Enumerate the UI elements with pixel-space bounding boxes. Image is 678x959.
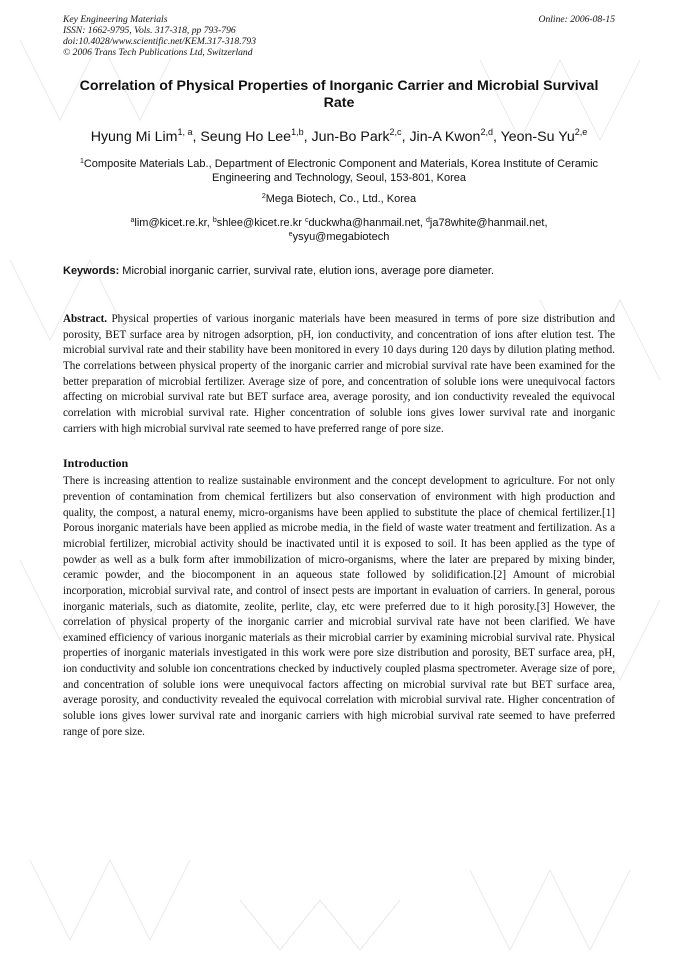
abstract [63, 312, 615, 437]
email: $^c$duckwha@hanmail.net, [304, 217, 427, 229]
email: $^d$ja78white@hanmail.net, [426, 217, 548, 229]
author: Jun-Bo Park$^{2,c}$, [311, 127, 410, 145]
journal-header [63, 14, 615, 58]
abstract-label: Abstract. [63, 313, 108, 325]
copyright-line: © 2006 Trans Tech Publications Ltd, Switzerland [63, 47, 253, 58]
issn-line: ISSN: 1662-9795, Vols. 317-318, pp 793-796 [63, 25, 236, 36]
keywords-label: Keywords: [63, 265, 120, 277]
introduction-text: There is increasing attention to realize sustainable environment and the concept development to agriculture. For not only prevention of contamination from chemical fertilizers but also conservation of environment with high production and quality, the compost, a natural enemy, micro-organisms have been applied to substitute the place of chemical fertilizer.[1] Porous inorganic materials have been applied as microbe media, in the field of waste water treatment and fertilization. As a microbial fertilizer, microbial activity should be inactivated until it is exposed to soil. It has been applied as the type of powder as well as a bulk form after immobilization of micro-organisms, where the later are prepared by mixing binder, ceramic powder, and the biocomponent in an aqueous state followed by solidification.[2] Amount of microbial incorporation, microbial survival rate, and control of insect pests are important in evaluation of carriers. In general, porous inorganic materials, such as diatomite, zeolite, perlite, clay, etc were preferred due to it high porosity.[3] However, the correlation of physical property of the inorganic carrier and microbial survival rate have not been clarified. We have examined efficiency of various inorganic materials as their microbial carrier by examining microbial survival rate. Physical properties of inorganic materials investigated in this work were pore size distribution and porosity, BET surface area, pH, ion conductivity and soluble ion concentrations checked by inductively coupled plasma spectrometer. Average size of pore, and concentration of soluble ions were unequivocal factors affecting on microbial survival rate but BET surface area, average porosity, and conductivity revealed the equivocal correlation with microbial survival rate. Higher concentration of soluble ions gives lower survival rate and inorganic carriers with high microbial survival rate seemed to have preferred range of pore size. [63, 475, 615, 738]
introduction-heading: Introduction [63, 456, 129, 471]
paper-page [63, 14, 615, 740]
affiliation-2: $^2$Mega Biotech, Co., Ltd., Korea [261, 193, 417, 205]
author: Jin-A Kwon$^{2,d}$, [409, 127, 501, 145]
author-list [63, 129, 615, 146]
online-date: Online: 2006-08-15 [538, 14, 615, 25]
author: Seung Ho Lee$^{1,b}$, [200, 127, 312, 145]
doi-line: doi:10.4028/www.scientific.net/KEM.317-318.793 [63, 36, 257, 47]
email: $^b$shlee@kicet.re.kr [212, 217, 305, 229]
keywords [63, 264, 615, 278]
email: $^e$ysyu@megabiotech [288, 231, 390, 243]
author: Hyung Mi Lim$^{1, a}$, [90, 127, 201, 145]
email: $^a$lim@kicet.re.kr, [130, 217, 213, 229]
paper-title: Correlation of Physical Properties of Inorganic Carrier and Microbial Survival Rate [79, 78, 599, 111]
abstract-text: Physical properties of various inorganic materials have been measured in terms of pore size distribution and porosity, BET surface area by nitrogen adsorption, pH, ion conductivity, and concentration of ions after elution test. The microbial survival rate and their stability have been monitored in every 10 days during 120 days by dilution plating method. The correlations between physical property of the inorganic carrier and microbial survival rate have been examined for the better preparation of microbial fertilizer. Average size of pore, and concentration of soluble ions were unequivocal factors affecting on microbial survival rate but BET surface area, average porosity, and ion conductivity revealed the equivocal correlation with microbial survival rate. Higher concentration of soluble ions gives lower survival rate and inorganic carriers with high microbial survival rate seemed to have preferred range of pore size. [63, 313, 615, 435]
author-emails [63, 216, 615, 244]
author: Yeon-Su Yu$^{2,e}$ [500, 127, 588, 145]
keywords-text: Microbial inorganic carrier, survival rate, elution ions, average pore diameter. [119, 265, 495, 277]
affiliation-1: $^1$Composite Materials Lab., Department of Electronic Component and Materials, Korea Institute of Ceramic Engineering and Technology, Seoul, 153-801, Korea [79, 158, 599, 184]
journal-name: Key Engineering Materials [63, 14, 168, 25]
